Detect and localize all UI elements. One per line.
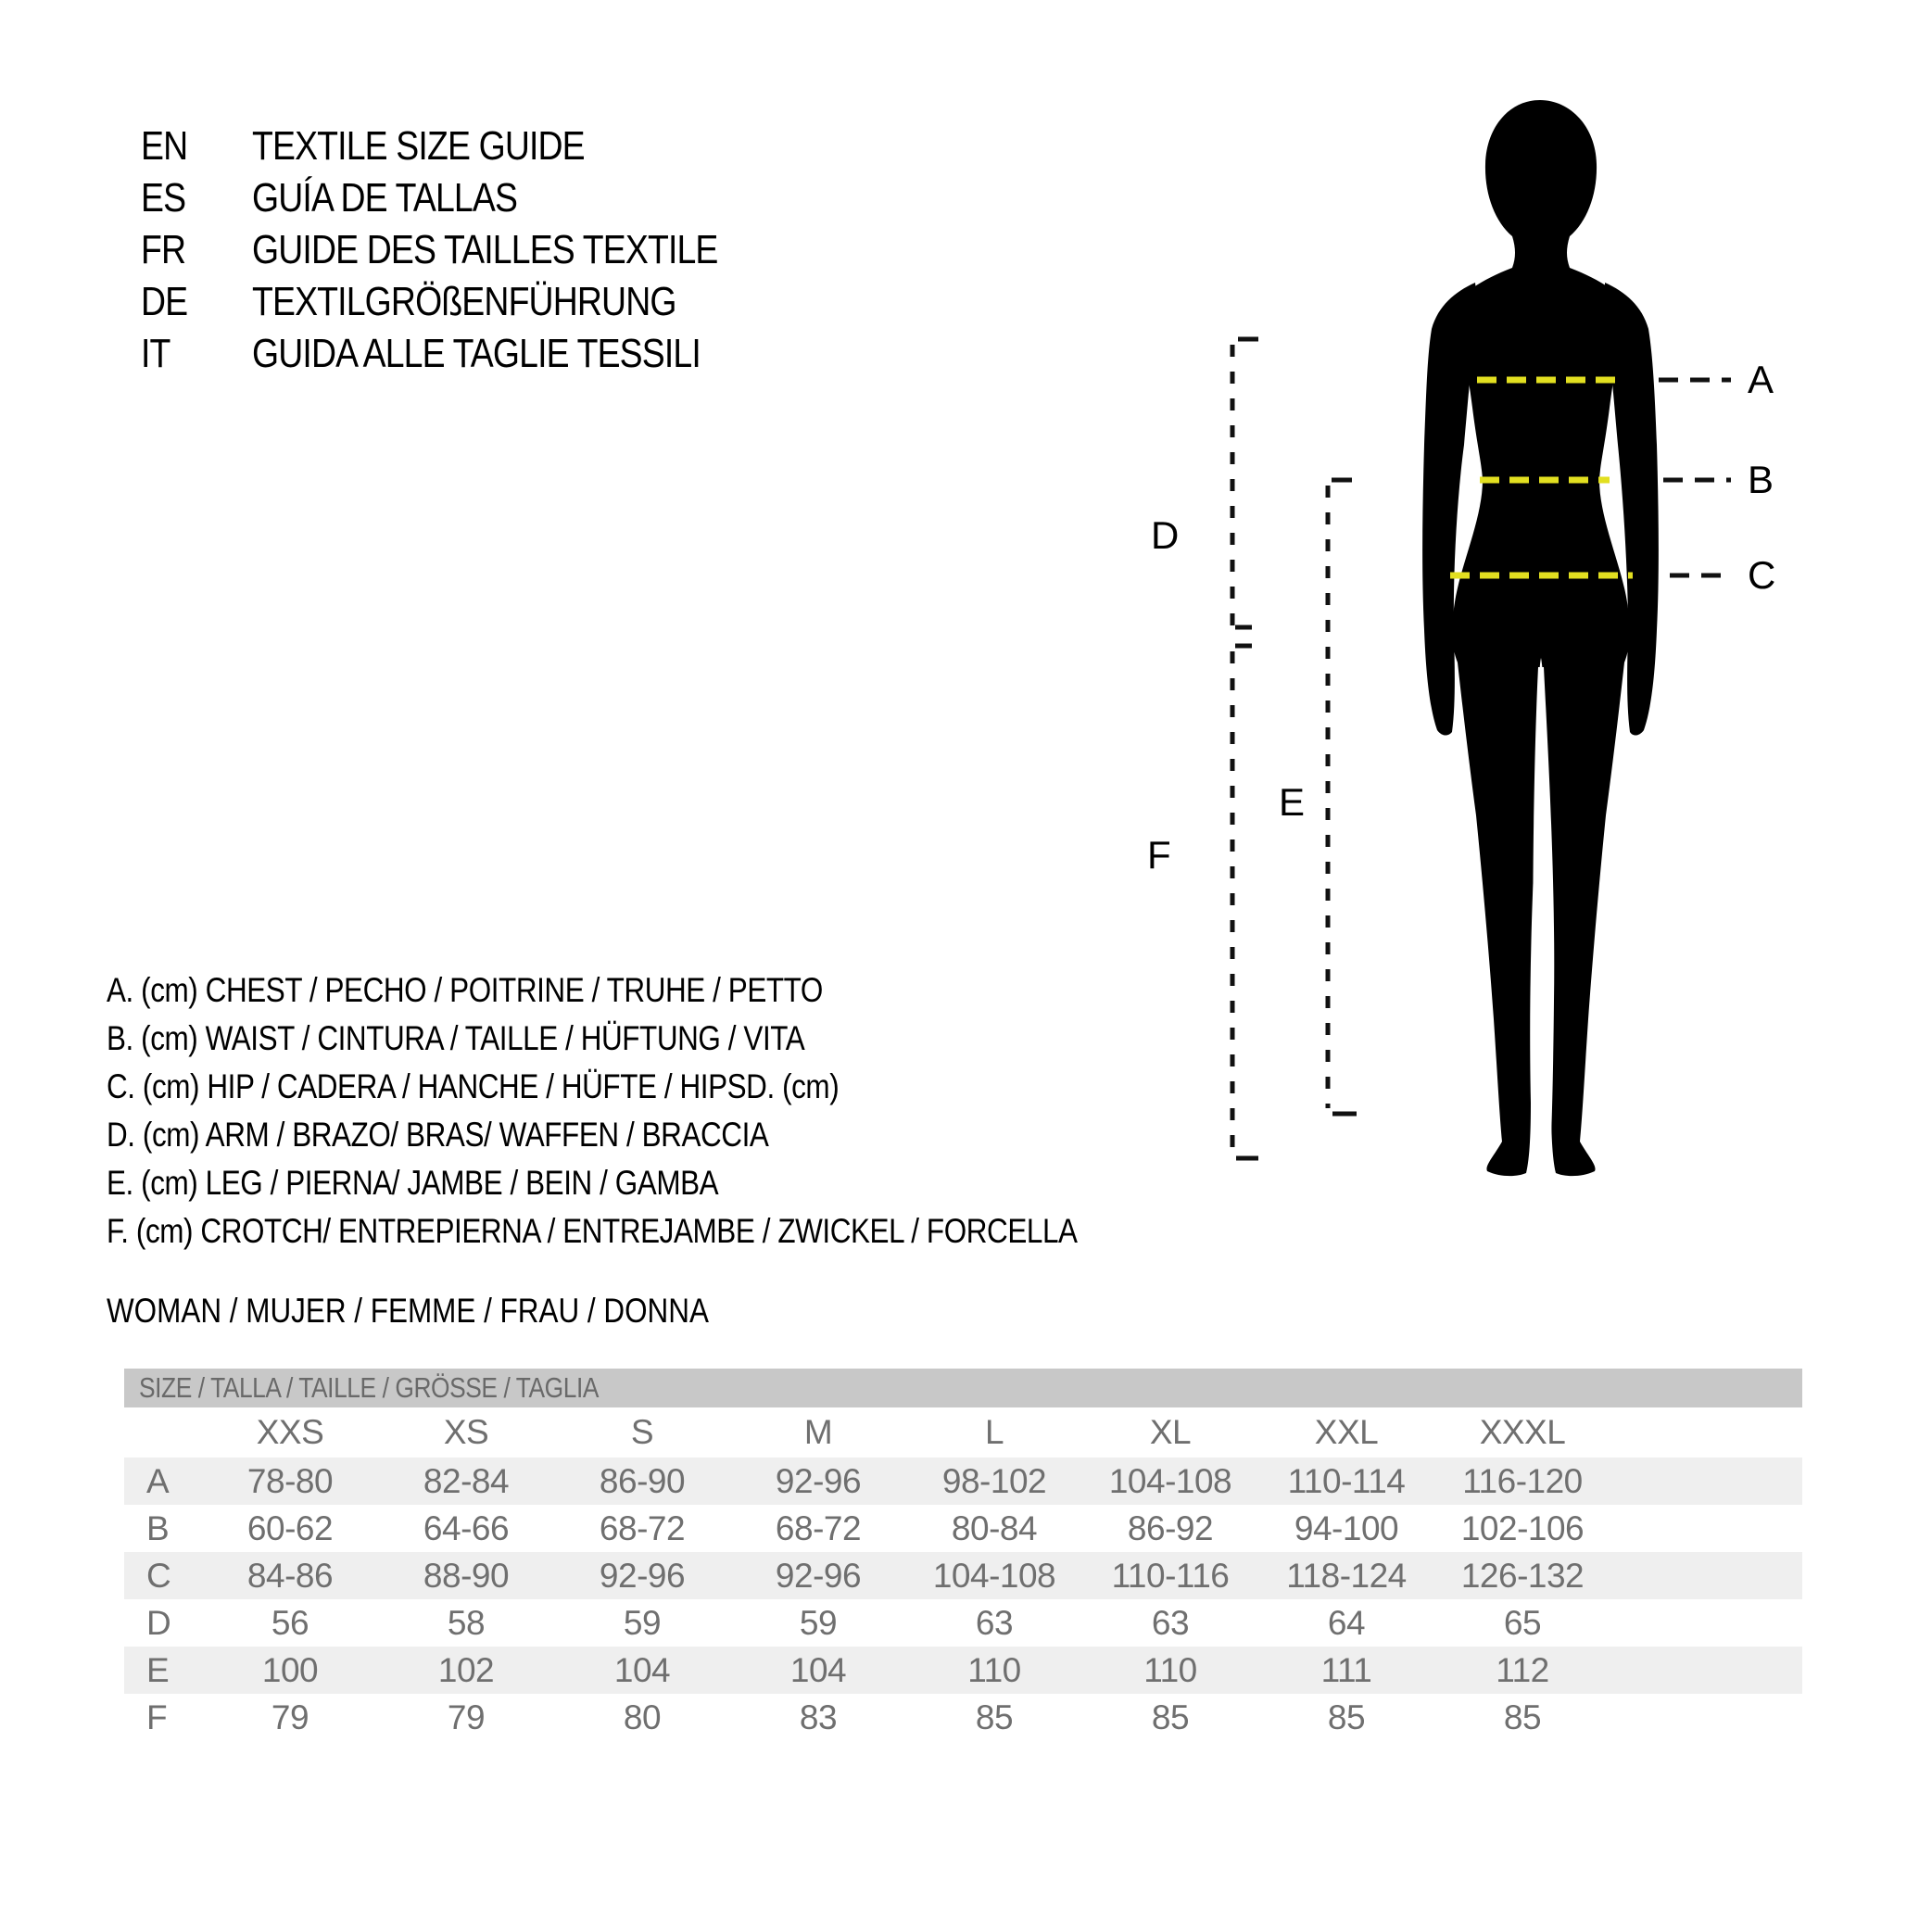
size-col-m: M — [803, 1413, 833, 1451]
cell: 58 — [447, 1603, 486, 1642]
cell: 68-72 — [599, 1508, 686, 1547]
lang-title: GUIDE DES TAILLES TEXTILE — [252, 227, 718, 272]
label-chest-A: A — [1748, 358, 1774, 401]
cell: 59 — [623, 1603, 662, 1642]
cell: 126-132 — [1460, 1556, 1585, 1595]
cell: 110-114 — [1287, 1461, 1406, 1500]
measurement-legend — [107, 966, 1248, 1256]
cell: 94-100 — [1294, 1508, 1399, 1547]
lang-code: IT — [141, 331, 170, 376]
row-label: A — [146, 1461, 170, 1500]
size-col-xxs: XXS — [256, 1413, 324, 1451]
cell: 64 — [1327, 1603, 1366, 1642]
lang-code: FR — [141, 227, 186, 272]
cell: 85 — [1503, 1698, 1542, 1736]
cell: 82-84 — [423, 1461, 510, 1500]
lang-title: GUIDA ALLE TAGLIE TESSILI — [252, 331, 701, 376]
size-table — [124, 1369, 1802, 1741]
label-crotch-F: F — [1147, 833, 1171, 877]
cell: 64-66 — [423, 1508, 510, 1547]
cell: 92-96 — [775, 1556, 862, 1595]
legend-item-leg: E. (cm) LEG / PIERNA/ JAMBE / BEIN / GAMBA — [107, 1164, 719, 1202]
cell: 86-90 — [599, 1461, 686, 1500]
cell: 110 — [967, 1650, 1021, 1689]
cell: 60-62 — [246, 1508, 334, 1547]
legend-item-waist: B. (cm) WAIST / CINTURA / TAILLE / HÜFTUNG / VITA — [107, 1019, 805, 1057]
cell: 102-106 — [1460, 1508, 1585, 1547]
lang-title: TEXTILE SIZE GUIDE — [252, 123, 585, 169]
cell: 104 — [613, 1650, 671, 1689]
cell: 80 — [623, 1698, 662, 1736]
table-row-E — [124, 1647, 1802, 1694]
cell: 100 — [261, 1650, 319, 1689]
cell: 102 — [437, 1650, 495, 1689]
size-col-xxl: XXL — [1314, 1413, 1379, 1451]
table-row-C — [124, 1552, 1802, 1599]
legend-item-crotch: F. (cm) CROTCH/ ENTREPIERNA / ENTREJAMBE / ZWICKEL / FORCELLA — [107, 1212, 1078, 1250]
size-header-row — [124, 1407, 1802, 1458]
lang-code: EN — [141, 123, 188, 169]
row-label: D — [146, 1603, 171, 1642]
cell: 56 — [271, 1603, 309, 1642]
legend-item-arm: D. (cm) ARM / BRAZO/ BRAS/ WAFFEN / BRACCIA — [107, 1116, 769, 1154]
cell: 118-124 — [1286, 1556, 1407, 1595]
cell: 85 — [1151, 1698, 1190, 1736]
size-col-xxxl: XXXL — [1479, 1413, 1566, 1451]
cell: 86-92 — [1127, 1508, 1214, 1547]
language-header — [141, 120, 800, 380]
cell: 110 — [1143, 1650, 1197, 1689]
cell: 104-108 — [932, 1556, 1056, 1595]
label-hip-C: C — [1748, 553, 1776, 597]
cell: 98-102 — [941, 1461, 1047, 1500]
cell: 85 — [1327, 1698, 1366, 1736]
cell: 88-90 — [423, 1556, 510, 1595]
table-row-B — [124, 1505, 1802, 1552]
lang-code: ES — [141, 175, 186, 221]
table-row-A — [124, 1458, 1802, 1505]
cell: 63 — [1151, 1603, 1190, 1642]
label-arm-D: D — [1151, 513, 1180, 557]
legend-item-hip: C. (cm) HIP / CADERA / HANCHE / HÜFTE / HIPSD. (cm) — [107, 1067, 840, 1105]
cell: 78-80 — [246, 1461, 334, 1500]
body-measurement-diagram — [1223, 83, 1742, 1181]
row-label: F — [146, 1698, 168, 1736]
cell: 63 — [975, 1603, 1014, 1642]
cell: 80-84 — [951, 1508, 1038, 1547]
size-col-s: S — [630, 1413, 654, 1451]
cell: 112 — [1496, 1650, 1549, 1689]
table-row-D — [124, 1599, 1802, 1647]
size-col-l: L — [984, 1413, 1004, 1451]
cell: 79 — [271, 1698, 309, 1736]
cell: 104-108 — [1108, 1461, 1232, 1500]
lang-title: GUÍA DE TALLAS — [252, 175, 518, 221]
lang-code: DE — [141, 279, 188, 324]
cell: 65 — [1503, 1603, 1542, 1642]
size-col-xs: XS — [443, 1413, 489, 1451]
cell: 83 — [799, 1698, 838, 1736]
cell: 116-120 — [1462, 1461, 1583, 1500]
label-leg-E: E — [1279, 780, 1306, 824]
cell: 79 — [447, 1698, 486, 1736]
cell: 92-96 — [775, 1461, 862, 1500]
cell: 110-116 — [1111, 1556, 1230, 1595]
cell: 111 — [1320, 1650, 1372, 1689]
cell: 92-96 — [599, 1556, 686, 1595]
label-waist-B: B — [1748, 458, 1774, 501]
row-label: C — [146, 1556, 171, 1595]
cell: 104 — [789, 1650, 847, 1689]
category-woman: WOMAN / MUJER / FEMME / FRAU / DONNA — [107, 1292, 709, 1330]
cell: 84-86 — [246, 1556, 334, 1595]
cell: 59 — [799, 1603, 838, 1642]
size-col-xl: XL — [1149, 1413, 1192, 1451]
row-label: E — [146, 1650, 170, 1689]
legend-item-chest: A. (cm) CHEST / PECHO / POITRINE / TRUHE / PETTO — [107, 971, 823, 1009]
size-header-spacer — [124, 1407, 202, 1458]
lang-title: TEXTILGRÖßENFÜHRUNG — [252, 279, 676, 324]
cell: 85 — [975, 1698, 1014, 1736]
table-row-F — [124, 1694, 1802, 1741]
size-table-banner: SIZE / TALLA / TAILLE / GRÖSSE / TAGLIA — [124, 1369, 1802, 1407]
cell: 68-72 — [775, 1508, 862, 1547]
row-label: B — [146, 1508, 170, 1547]
